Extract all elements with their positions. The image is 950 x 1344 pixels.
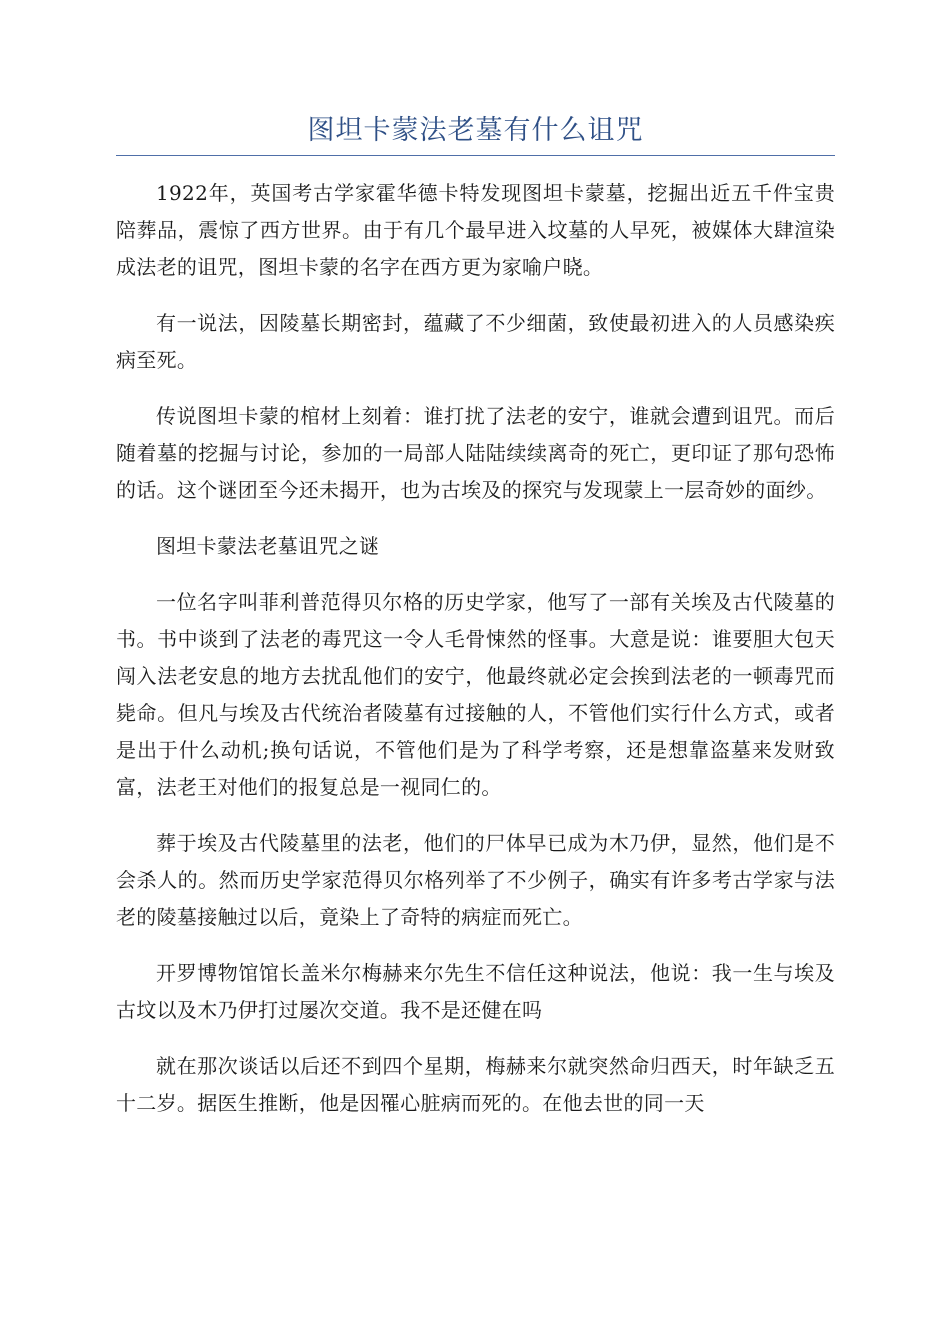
title-block bbox=[116, 110, 835, 156]
paragraph-1: 1922年，英国考古学家霍华德卡特发现图坦卡蒙墓，挖掘出近五千件宝贵陪葬品，震惊了西方世界。由于有几个最早进入坟墓的人早死，被媒体大肆渲染成法老的诅咒，图坦卡蒙的名字在西方更为家喻户晓。 bbox=[116, 181, 835, 279]
paragraph-7: 开罗博物馆馆长盖米尔梅赫来尔先生不信任这种说法，他说：我一生与埃及古坟以及木乃伊打过屡次交道。我不是还健在吗 bbox=[116, 961, 835, 1022]
paragraph-5: 一位名字叫菲利普范得贝尔格的历史学家，他写了一部有关埃及古代陵墓的书。书中谈到了法老的毒咒这一令人毛骨悚然的怪事。大意是说：谁要胆大包天闯入法老安息的地方去扰乱他们的安宁，他最终就必定会挨到法老的一顿毒咒而毙命。但凡与埃及古代统治者陵墓有过接触的人，不管他们实行什么方式，或者是出于什么动机;换句话说，不管他们是为了科学考察，还是想靠盗墓来发财致富，法老王对他们的报复总是一视同仁的。 bbox=[116, 590, 835, 799]
document-title: 图坦卡蒙法老墓有什么诅咒 bbox=[307, 115, 644, 146]
paragraph-2: 有一说法，因陵墓长期密封，蕴藏了不少细菌，致使最初进入的人员感染疾病至死。 bbox=[116, 311, 835, 372]
paragraph-3: 传说图坦卡蒙的棺材上刻着：谁打扰了法老的安宁，谁就会遭到诅咒。而后随着墓的挖掘与讨论，参加的一局部人陆陆续续离奇的死亡，更印证了那句恐怖的话。这个谜团至今还未揭开，也为古埃及的探究与发现蒙上一层奇妙的面纱。 bbox=[116, 404, 835, 502]
section-heading: 图坦卡蒙法老墓诅咒之谜 bbox=[156, 534, 380, 558]
paragraph-6: 葬于埃及古代陵墓里的法老，他们的尸体早已成为木乃伊，显然，他们是不会杀人的。然而历史学家范得贝尔格列举了不少例子，确实有许多考古学家与法老的陵墓接触过以后，竟染上了奇特的病症而死亡。 bbox=[116, 831, 835, 929]
document-body bbox=[116, 175, 835, 1141]
paragraph-8: 就在那次谈话以后还不到四个星期，梅赫来尔就突然命归西天，时年缺乏五十二岁。据医生推断，他是因罹心脏病而死的。在他去世的同一天 bbox=[116, 1054, 835, 1115]
